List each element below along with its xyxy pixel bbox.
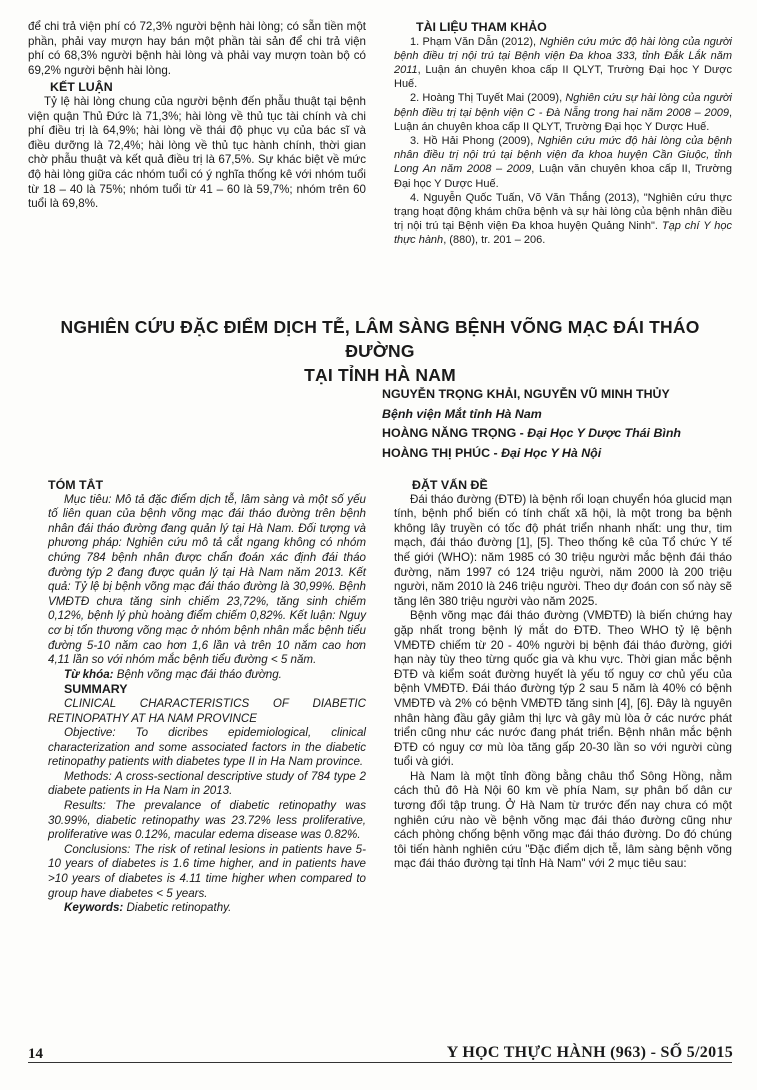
introduction-paragraph: Hà Nam là một tỉnh đồng bằng châu thổ Sông Hồng, nằm cách thủ đô Hà Nội 60 km về phía Nam, sự phân bố dân cư tương đối tập trung. Ở Hà Nam từ trước đến nay chưa có một nghiên cứu nào về bệnh võng mạc đái tháo đường cũng như cách phòng chống bệnh võng mạc đái tháo đường. Do đó chúng tôi tiến hành nghiên cứu "Đặc điểm dịch tễ, lâm sàng bệnh võng mạc đái tháo đường tại tỉnh Hà Nam" với 2 mục tiêu sau: <box>394 769 732 871</box>
summary-heading: SUMMARY <box>64 682 128 697</box>
author-name: HOÀNG NĂNG TRỌNG <box>382 426 517 440</box>
keywords-label: Keywords: <box>64 901 124 915</box>
previous-article-paragraph: để chi trả viện phí có 72,3% người bệnh hài lòng; có sẵn tiền một phần, phải vay mượn hay bán một phần tài sản để chi trả viện phí có 68,3% người bệnh hài lòng và phải vay mượn toàn bộ có 69,2% người bệnh hài lòng. <box>28 20 366 77</box>
article-title-line: TẠI TỈNH HÀ NAM <box>304 365 456 385</box>
summary-results: Results: The prevalance of diabetic retinopathy was 30.99%, diabetic retinopathy was 23.72% less proliferative, proliferative was 0.12%, macular edema disease was 0.82%. <box>48 799 366 842</box>
keywords-label: Từ khóa: <box>64 667 114 681</box>
author-affiliation: Bệnh viện Mắt tỉnh Hà Nam <box>382 406 542 421</box>
abstract-heading: TÓM TẮT <box>48 478 104 492</box>
introduction-paragraph: Đái tháo đường (ĐTĐ) là bệnh rối loạn chuyển hóa glucid mạn tính, bệnh phổ biến có tính chất xã hội, là một trong ba bệnh không lây truyền có tốc độ phát triển nhanh nhất: ung thư, tim mạch, đái tháo đường [1], [5]. Theo thống kê của Tổ chức Y tế thế giới (WHO): năm 1985 có 30 triệu người mắc bệnh đái tháo đường, năm 1997 có 124 triệu người, năm 2000 là 200 triệu người, năm 2010 là 246 triệu người. Theo dự đoán con số này sẽ tăng lên 380 triệu người vào năm 2025. <box>394 492 732 608</box>
references-column <box>394 20 732 248</box>
abstract-vietnamese: Mục tiêu: Mô tả đặc điểm dịch tễ, lâm sàng và một số yếu tố liên quan của bệnh võng mạc đái tháo đường trên bệnh nhân đái tháo đường đang quản lý tại Hà Nam. Đối tượng và phương pháp: Nghiên cứu mô tả cắt ngang không có nhóm chứng 784 bệnh nhân được chẩn đoán xác định đái tháo đường týp 2 đang được quản lý tại Hà Nam năm 2013. Kết quả: Tỷ lệ bị bệnh võng mạc đái tháo đường là 30,99%. Bệnh VMĐTĐ chưa tăng sinh chiếm 23,72%, tăng sinh chiếm 0,12%, bệnh lý phù hoàng điểm chiếm 0,82%. Kết luận: Nguy cơ bị tổn thương võng mạc ở nhóm bệnh nhân mắc bệnh tiểu đường 5-10 năm cao hơn 1,6 lần và trên 10 năm cao hơn 4,11 lần so với nhóm mắc bệnh tiểu đường < 5 năm. <box>48 492 366 667</box>
introduction-column <box>394 478 732 872</box>
author-affiliation: Đại Học Y Dược Thái Bình <box>527 426 681 440</box>
reference-text: , Luận án chuyên khoa cấp II QLYT, Trường Đại học Y Dược Huế. <box>394 106 732 133</box>
reference-title: Tạp chí Y học thực hành <box>394 220 732 247</box>
reference-title: Nghiên cứu mức độ hài lòng của bệnh nhân điều trị nội trú tại bệnh viện đa khoa huyện Cần Giuộc, tỉnh Long An năm 2008 – 2009 <box>394 135 732 176</box>
authors-block <box>382 385 732 463</box>
reference-title: Nghiên cứu sự hài lòng của người bệnh điều trị tại bệnh viện C - Đà Nẵng trong hai năm 2008 – 2009 <box>394 92 732 119</box>
author-separator: - <box>490 445 502 460</box>
reference-text: 3. Hồ Hải Phong (2009), <box>410 135 538 148</box>
reference-text: 1. Phạm Văn Dẫn (2012), <box>410 35 540 48</box>
summary-title: CLINICAL CHARACTERISTICS OF DIABETIC RETINOPATHY AT HA NAM PROVINCE <box>48 696 366 725</box>
reference-text: , Luận văn chuyên khoa cấp II, Trường Đại học Y Dược Huế. <box>394 163 732 190</box>
reference-text: , Luận án chuyên khoa cấp II QLYT, Trường Đại học Y Dược Huế. <box>394 64 732 91</box>
author-line <box>382 405 732 425</box>
summary-objective: Objective: To dicribes epidemiological, clinical characterization and some associated factors in the diabetic retinopathy patients with diabetes type II in Ha Nam province. <box>48 726 366 769</box>
reference-item <box>394 91 732 134</box>
reference-title: Nghiên cứu mức độ hài lòng của người bệnh điều trị nội trú tại Bệnh viện Đa khoa 333, tỉnh Đắk Lắk năm 2011 <box>394 35 732 76</box>
article-title-line: NGHIÊN CỨU ĐẶC ĐIỂM DỊCH TỄ, LÂM SÀNG BỆNH VÕNG MẠC ĐÁI THÁO ĐƯỜNG <box>60 317 700 361</box>
footer-divider <box>28 1062 732 1063</box>
author-line <box>382 444 732 464</box>
author-affiliation: Đại Học Y Hà Nội <box>501 445 602 460</box>
keywords-text: Bệnh võng mạc đái tháo đường. <box>113 667 282 681</box>
keywords-text: Diabetic retinopathy. <box>123 901 232 915</box>
article-title <box>40 315 720 387</box>
introduction-paragraph: Bệnh võng mạc đái tháo đường (VMĐTĐ) là biến chứng hay gặp nhất trong bệnh lý mắt do ĐTĐ. Theo WHO tỷ lệ bệnh VMĐTĐ chiếm từ 20 - 40% người bị bệnh đái tháo đường, giới hạn này tùy theo từng quốc gia và khu vực. Thời gian mắc bệnh ĐTĐ và kiểm soát đường huyết là yếu tố nguy cơ chủ yếu của bệnh VMĐTĐ. Đái tháo đường týp 2 sau 5 năm là 40% có bệnh VMĐTĐ và 2% có bệnh VMĐTĐ tăng sinh [4], [6]. Đây là nguyên nhân hàng đầu gây giảm thị lực và gây mù lòa ở các nước phát triển cũng như các nước đang phát triển. Bệnh nhân mắc bệnh ĐTĐ có nguy cơ mù lòa tăng gấp 20-30 lần so với người cùng tuổi và giới. <box>394 609 732 769</box>
keywords-english <box>48 901 366 916</box>
reference-item <box>394 134 732 191</box>
top-left-column <box>28 20 366 212</box>
author-line <box>382 385 732 405</box>
author-line <box>382 424 732 444</box>
references-heading: TÀI LIỆU THAM KHẢO <box>416 20 547 34</box>
reference-item <box>394 35 732 92</box>
abstract-column <box>48 478 366 916</box>
author-name: NGUYỄN TRỌNG KHẢI, NGUYỄN VŨ MINH THỦY <box>382 387 670 401</box>
summary-conclusions: Conclusions: The risk of retinal lesions in patients have 5-10 years of diabetes is 1.6 time higher, and in patients have >10 years of diabetes is 4.11 time higher when compared to group have diabetes < 5 years. <box>48 842 366 900</box>
page-number: 14 <box>28 1046 43 1062</box>
journal-footer: Y HỌC THỰC HÀNH (963) - SỐ 5/2015 <box>446 1044 733 1061</box>
author-separator: - <box>516 426 528 440</box>
summary-methods: Methods: A cross-sectional descriptive study of 784 type 2 diabete patients in Ha Nam in 2013. <box>48 769 366 798</box>
keywords-vietnamese <box>48 668 366 683</box>
reference-text: , (880), tr. 201 – 206. <box>443 234 546 247</box>
author-name: HOÀNG THỊ PHÚC <box>382 445 491 460</box>
reference-text: 4. Nguyễn Quốc Tuấn, Võ Văn Thắng (2013), "Nghiên cứu thực trạng hoạt động khám chữa bệnh và sự hài lòng của bệnh nhân điều trị nội trú tại Bệnh viện Đa khoa huyện Quảng Ninh". <box>394 191 732 233</box>
conclusion-paragraph: Tỷ lệ hài lòng chung của người bệnh đến phẫu thuật tại bệnh viện quận Thủ Đức là 71,3%; hài lòng về thủ tục tài chính và chi phí điều trị là 64,9%; hài lòng về thái độ phục vụ của bác sĩ và điều dưỡng là 72,4%; hài lòng về thủ tục hành chính, thời gian chờ phẫu thuật và kết quả điều trị là 67,5%. Sự khác biệt về mức độ hài lòng giữa các nhóm tuổi có ý nghĩa thống kê với nhóm tuổi từ 18 – 40 là 75%; nhóm tuổi từ 41 – 60 là 59,7%; nhóm trên 60 tuổi là 69,8%. <box>28 94 366 211</box>
conclusion-heading: KẾT LUẬN <box>50 80 113 95</box>
reference-text: 2. Hoàng Thị Tuyết Mai (2009), <box>410 92 566 105</box>
reference-item <box>394 191 732 248</box>
introduction-heading: ĐẶT VẤN ĐỀ <box>412 478 488 492</box>
